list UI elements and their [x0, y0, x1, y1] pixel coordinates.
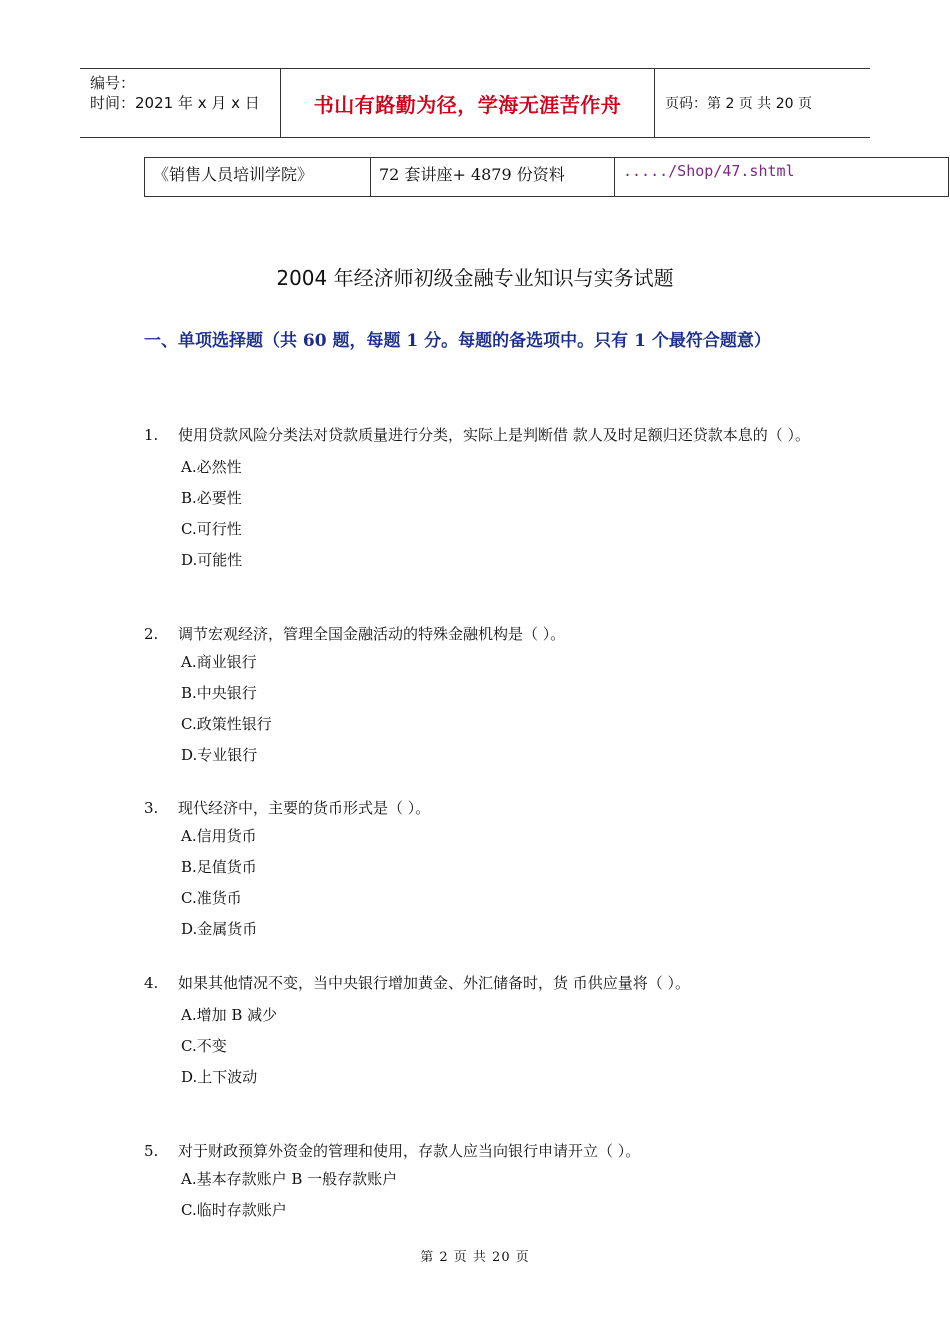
option-d: D.金属货币	[181, 920, 258, 938]
question-text: 如果其他情况不变，当中央银行增加黄金、外汇储备时，货 币供应量将（ ）。	[178, 974, 691, 992]
header-table	[80, 68, 870, 138]
option-d: D.专业银行	[181, 746, 258, 764]
question-number: 2.	[144, 625, 159, 643]
option-d: D.可能性	[181, 551, 243, 569]
question-text: 使用贷款风险分类法对贷款质量进行分类，实际上是判断借 款人及时足额归还贷款本息的（ ）。	[178, 426, 811, 444]
promo-cell-link[interactable]: ...../Shop/47.shtml	[623, 162, 795, 180]
question-4	[144, 971, 824, 1093]
number-label: 编号：	[90, 74, 136, 92]
option-b: B.中央银行	[181, 684, 257, 702]
time-label: 时间：2021 年 x 月 x 日	[90, 94, 260, 112]
option-b: B.足值货币	[181, 858, 257, 876]
question-3	[144, 796, 824, 945]
option-ab: A.增加 B 减少	[181, 1006, 278, 1024]
question-1	[144, 423, 824, 576]
question-text: 调节宏观经济，管理全国金融活动的特殊金融机构是（ ）。	[178, 625, 566, 643]
header-meta	[80, 69, 281, 137]
option-c: C.准货币	[181, 889, 242, 907]
question-text: 现代经济中，主要的货币形式是（ ）。	[178, 799, 431, 817]
page-footer: 第 2 页 共 20 页	[420, 1250, 530, 1265]
promo-cell-count: 72 套讲座+ 4879 份资料	[371, 158, 615, 196]
option-d: D.上下波动	[181, 1068, 258, 1086]
option-c: C.可行性	[181, 520, 242, 538]
question-number: 1.	[144, 426, 159, 444]
section-title: 一、单项选择题（共 60 题，每题 1 分。每题的备选项中。只有 1 个最符合题意）	[144, 331, 771, 351]
question-2	[144, 622, 824, 771]
document-title: 2004 年经济师初级金融专业知识与实务试题	[276, 266, 674, 290]
option-c: C.临时存款账户	[181, 1201, 287, 1219]
option-a: A.商业银行	[181, 653, 257, 671]
header-page-info: 页码：第 2 页 共 20 页	[665, 96, 812, 112]
option-b: B.必要性	[181, 489, 242, 507]
option-ab: A.基本存款账户 B 一般存款账户	[181, 1170, 398, 1188]
option-c: C.不变	[181, 1037, 227, 1055]
option-c: C.政策性银行	[181, 715, 272, 733]
promo-cell-title: 《销售人员培训学院》	[145, 158, 371, 196]
option-a: A.必然性	[181, 458, 242, 476]
option-a: A.信用货币	[181, 827, 257, 845]
question-number: 5.	[144, 1142, 159, 1160]
question-number: 3.	[144, 799, 159, 817]
header-motto: 书山有路勤为径，学海无涯苦作舟	[281, 69, 655, 137]
question-number: 4.	[144, 974, 159, 992]
promo-table	[144, 157, 949, 197]
question-text: 对于财政预算外资金的管理和使用，存款人应当向银行申请开立（ ）。	[178, 1142, 641, 1160]
question-5	[144, 1139, 824, 1226]
